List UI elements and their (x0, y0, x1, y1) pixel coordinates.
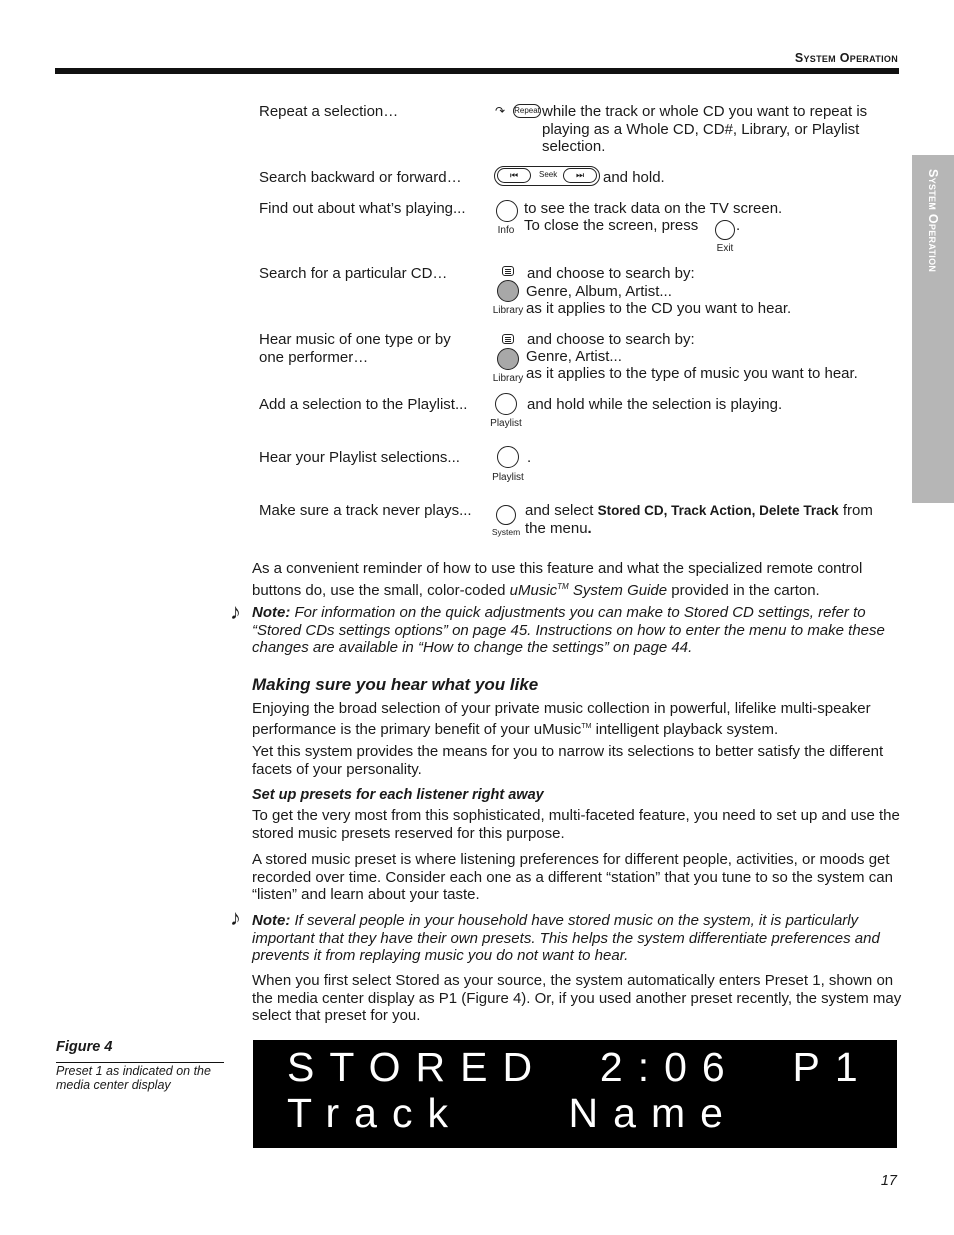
music-note-icon: ♪ (230, 599, 241, 624)
skip-back-icon: ⏮ (497, 168, 531, 183)
page-header-title: System Operation (794, 51, 898, 65)
music-note-icon: ♪ (230, 905, 241, 930)
row-text-system-2 (525, 520, 592, 538)
row-text-playlist-add: and hold while the selection is playing. (527, 396, 783, 413)
row-text-system-1 (525, 502, 897, 520)
row-text-system-period: . (587, 520, 592, 537)
note1-label: Note: (252, 604, 291, 621)
library-caption: Library (492, 305, 524, 316)
row-text-library-type-2: Genre, Artist... (526, 348, 622, 365)
playlist-button-icon (495, 393, 517, 415)
display-line-2: Track Name (287, 1090, 738, 1136)
library-list-icon (502, 266, 514, 276)
system-button-icon (496, 505, 516, 525)
row-text-system-bold: Stored CD, Track Action, Delete Track (597, 503, 839, 518)
page-number: 17 (880, 1173, 897, 1189)
repeat-button-icon: Repeat (513, 104, 541, 118)
para1-post: provided in the carton. (671, 581, 820, 599)
exit-button-icon (715, 220, 735, 240)
row-label-info: Find out about what’s playing... (259, 200, 466, 217)
section-heading: Making sure you hear what you like (252, 675, 539, 694)
header-rule (55, 68, 899, 74)
playlist-caption: Playlist (490, 418, 522, 429)
row-text-system-pre: and select (525, 502, 594, 519)
para2-pre: Enjoying the broad selection of your private music collection in powerful, lifelike multi-speaker performance is the primary benefit of your uMusic (252, 700, 871, 738)
row-label-playlist-hear: Hear your Playlist selections... (259, 449, 460, 466)
paragraph-preset-def: A stored music preset is where listening preferences for different people, activities, or moods get recorded over time. Consider each one as a different “station” that you tune to so the system can “listen” and learn about your taste. (252, 851, 893, 903)
media-center-display (253, 1040, 897, 1148)
row-text-library-cd-2: Genre, Album, Artist... (526, 283, 672, 300)
para2-post: intelligent playback system. (595, 720, 779, 738)
paragraph-get-most: To get the very most from this sophisticated, multi-faceted feature, you need to set up and use the stored music presets reserved for this purpose. (252, 807, 900, 842)
note-stored-cd (252, 604, 900, 657)
exit-caption: Exit (716, 243, 734, 254)
row-text-info-2: To close the screen, press (524, 217, 699, 234)
row-text-system-menu: the menu (525, 520, 588, 537)
row-text-repeat: while the track or whole CD you want to repeat is playing as a Whole CD, CD#, Library, or Playlist selection. (542, 103, 868, 155)
para1-umusic: uMusic (509, 581, 558, 599)
system-caption: System (491, 527, 521, 537)
side-tab (912, 155, 954, 503)
playlist-button-icon (497, 446, 519, 468)
row-label-library-cd: Search for a particular CD… (259, 265, 448, 282)
library-button-icon (497, 348, 519, 370)
note1-text: For information on the quick adjustments you can make to Stored CD settings, refer to “Stored CDs settings options” on page 45. Instructions on how to enter the menu to make these changes are available in “How to change the settings” on page 44. (252, 604, 885, 656)
library-caption: Library (492, 373, 524, 384)
skip-forward-icon: ⏭ (563, 168, 597, 183)
para2-tm: TM (581, 722, 592, 730)
note2-label: Note: (252, 912, 291, 929)
paragraph-reminder (252, 560, 902, 599)
info-button-icon (496, 200, 518, 222)
row-text-library-type-3: as it applies to the type of music you want to hear. (526, 365, 858, 382)
paragraph-narrow: Yet this system provides the means for you to narrow its selections to better satisfy the different facets of your personality. (252, 743, 884, 778)
figure-rule (56, 1062, 224, 1063)
info-caption: Info (497, 225, 515, 236)
library-list-icon (502, 334, 514, 344)
row-text-library-cd-3: as it applies to the CD you want to hear. (526, 300, 792, 317)
seek-button-icon (494, 166, 600, 186)
para1-tm: TM (557, 581, 569, 591)
seek-label: Seek (539, 170, 558, 179)
figure-label: Figure 4 (56, 1039, 113, 1055)
row-label-library-type: Hear music of one type or by one performer… (259, 331, 451, 366)
arrow-icon: ↷ (495, 104, 506, 118)
para1-pre: As a convenient reminder of how to use this feature and what the specialized remote control buttons do, use the small, color-coded (252, 560, 863, 599)
row-text-info-3: . (736, 217, 741, 234)
row-label-seek: Search backward or forward… (259, 169, 462, 186)
row-text-system-from: from (842, 502, 873, 519)
display-line-1: STORED 2:06 P1 (287, 1044, 873, 1090)
row-label-playlist-add: Add a selection to the Playlist... (259, 396, 468, 413)
library-button-icon (497, 280, 519, 302)
playlist-caption: Playlist (492, 472, 524, 483)
paragraph-first-select: When you first select Stored as your source, the system automatically enters Preset 1, shown on the media center display as P1 (Figure 4). Or, if you used another preset recently, the system may select that preset for you. (252, 972, 902, 1024)
row-text-seek: and hold. (603, 169, 665, 186)
row-text-library-type-1: and choose to search by: (527, 331, 695, 348)
figure-caption: Preset 1 as indicated on the media center display (56, 1064, 211, 1092)
sub-heading: Set up presets for each listener right away (252, 787, 544, 803)
row-text-playlist-hear: . (527, 449, 532, 466)
note2-text: If several people in your household have stored music on the system, it is particularly important that they have their own presets. This helps the system differentiate preferences and prevents it from replaying music you do not want to hear. (252, 912, 880, 964)
row-label-repeat: Repeat a selection… (259, 103, 399, 120)
para1-system-guide: System Guide (572, 581, 668, 599)
side-tab-label: System Operation (926, 169, 940, 273)
row-text-info-1: to see the track data on the TV screen. (524, 200, 783, 217)
paragraph-enjoying (252, 700, 902, 738)
row-text-library-cd-1: and choose to search by: (527, 265, 695, 282)
row-label-system: Make sure a track never plays... (259, 502, 472, 519)
note-presets (252, 912, 900, 965)
